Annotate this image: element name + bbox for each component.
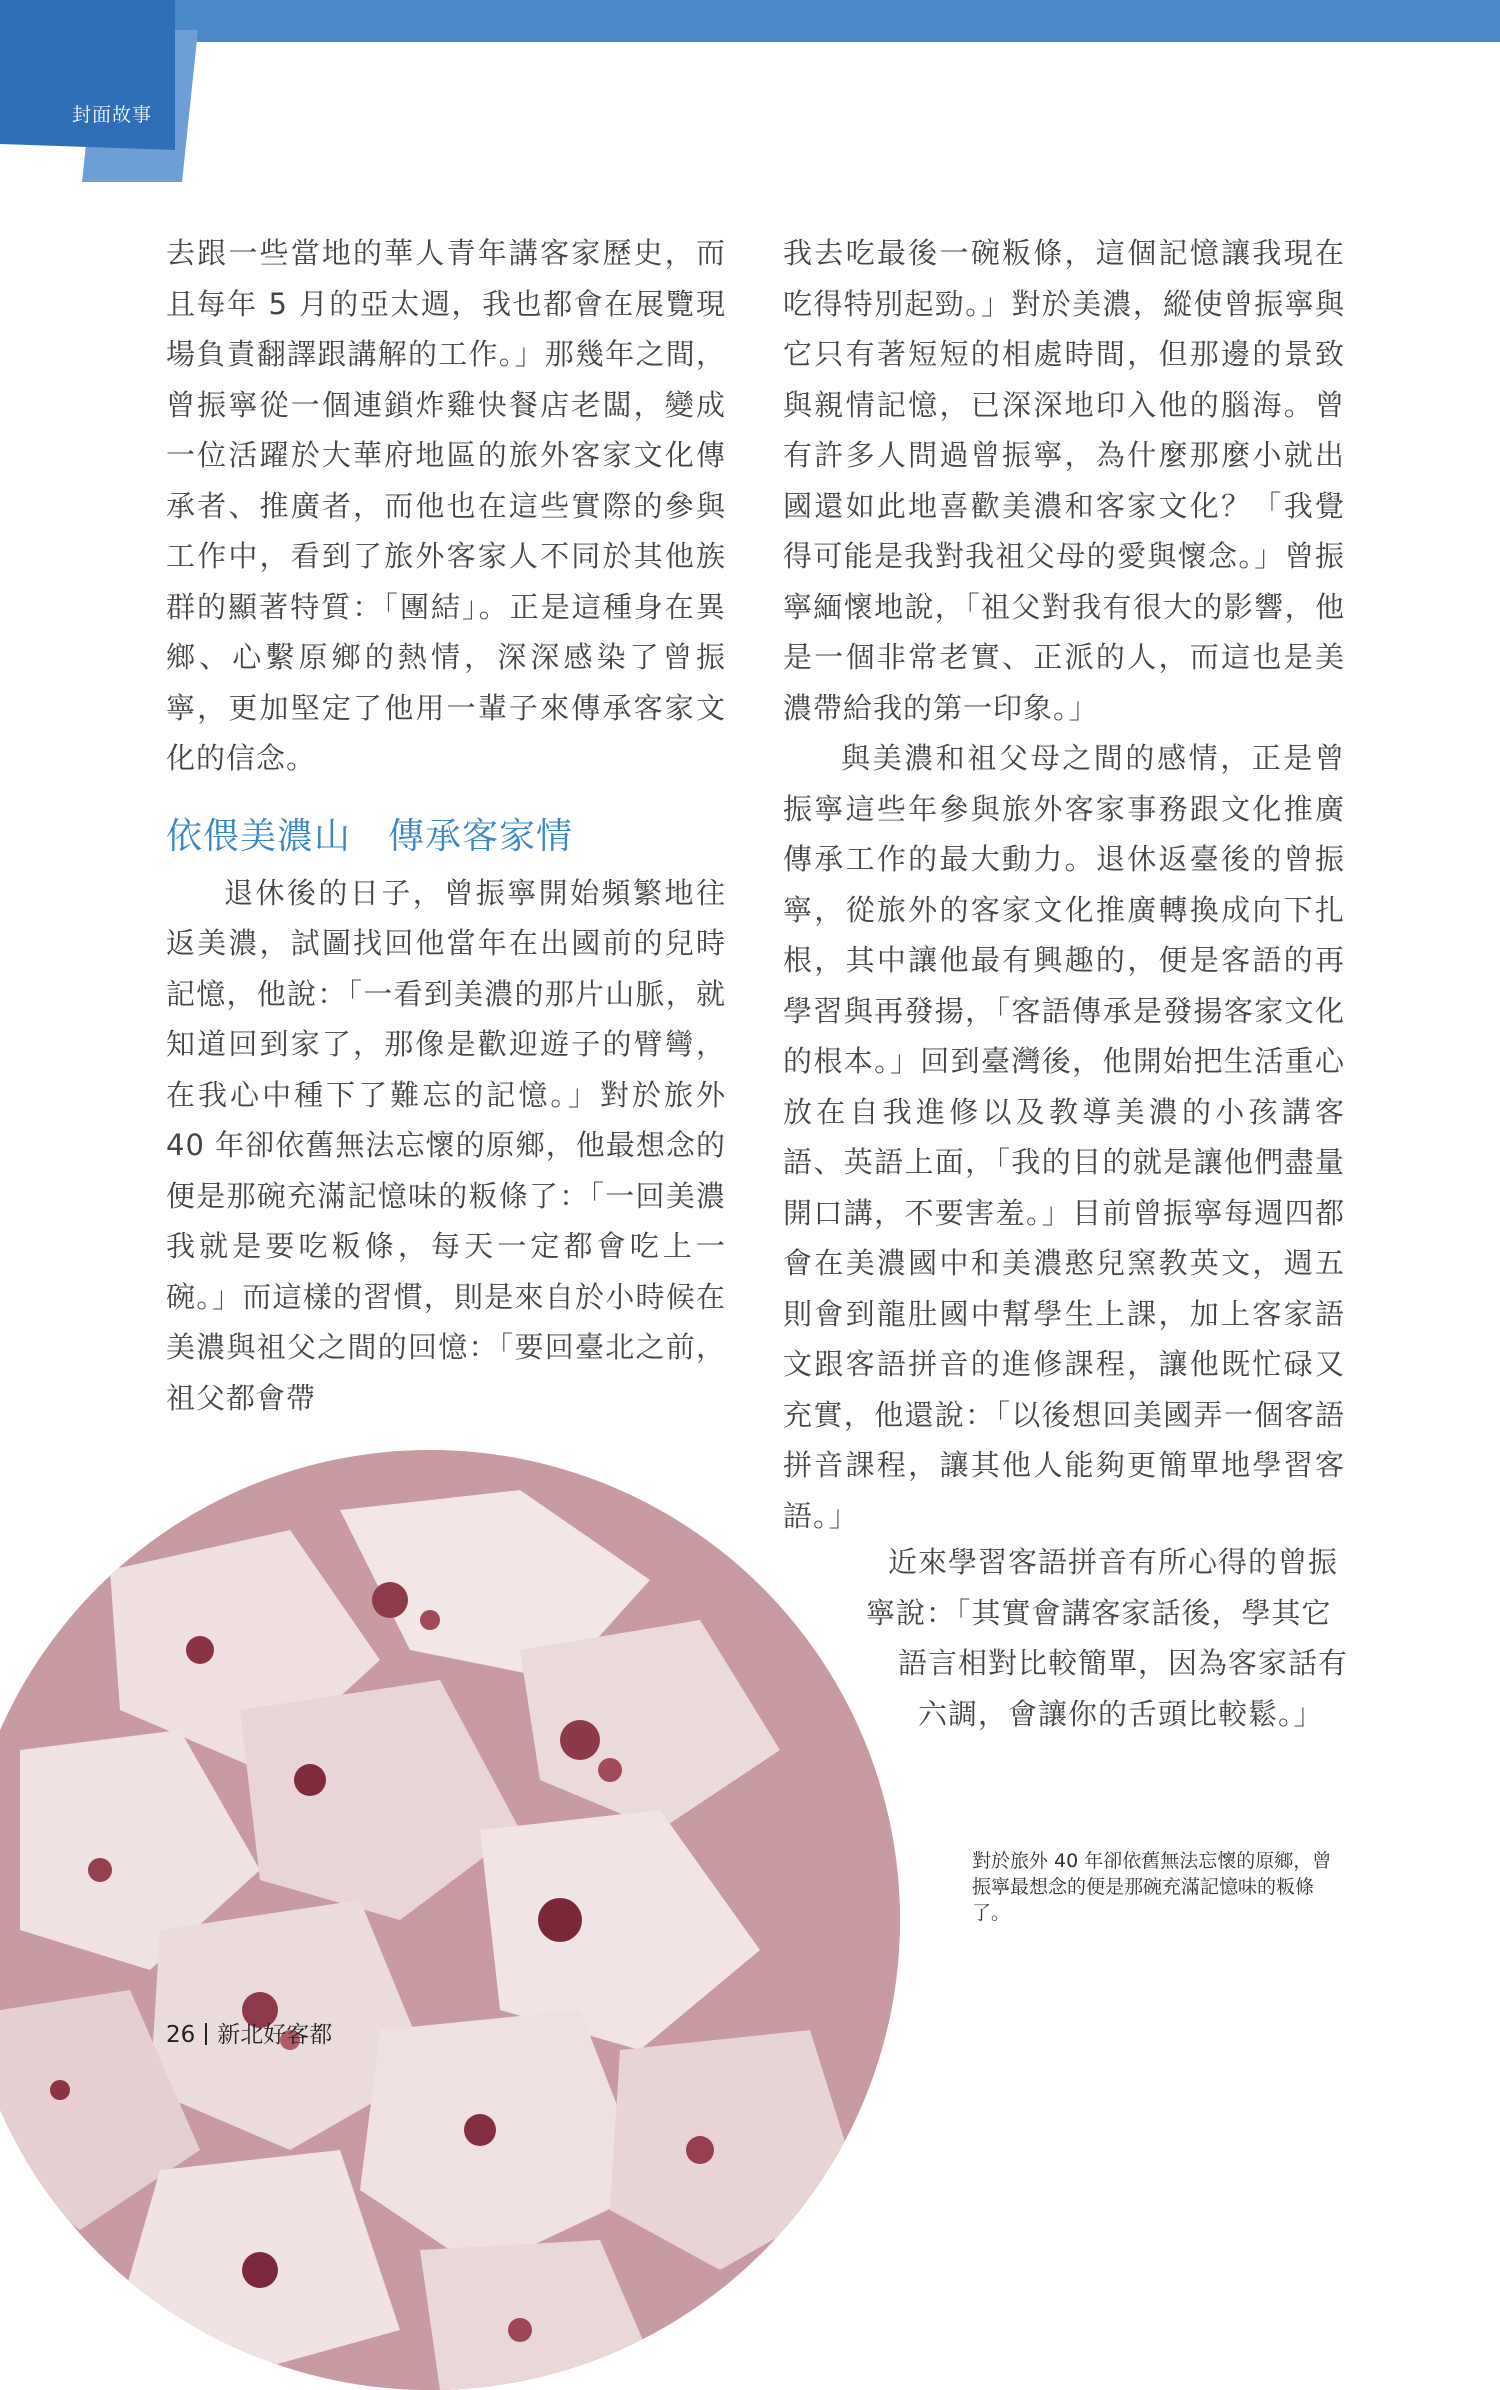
- photo-illustration: [0, 1450, 900, 2390]
- photo-caption: 對於旅外 40 年卻依舊無法忘懷的原鄉，曾振寧最想念的便是那碗充滿記憶味的粄條了。: [972, 1850, 1332, 1924]
- section-tab: [0, 0, 175, 150]
- footer-divider: [205, 2023, 207, 2045]
- section-heading: 依偎美濃山 傳承客家情: [166, 815, 574, 857]
- right-column: [783, 228, 1345, 1541]
- page-footer: [166, 2016, 332, 2049]
- quote-line-3: 語言相對比較簡單，因為客家話有: [898, 1646, 1349, 1680]
- right-paragraph-1: 我去吃最後一碗粄條，這個記憶讓我現在吃得特別起勁。」對於美濃，縱使曾振寧與它只有著短短的相處時間，但那邊的景致與親情記憶，已深深地印入他的腦海。曾有許多人問過曾振寧，為什麼那麼小就出國還如此地喜歡美濃和客家文化？「我覺得可能是我對我祖父母的愛與懷念。」曾振寧緬懷地說，「祖父對我有很大的影響，他是一個非常老實、正派的人，而這也是美濃帶給我的第一印象。」: [783, 236, 1345, 725]
- left-paragraph-2: 退休後的日子，曾振寧開始頻繁地往返美濃，試圖找回他當年在出國前的兒時記憶，他說：「一看到美濃的那片山脈，就知道回到家了，那像是歡迎遊子的臂彎，在我心中種下了難忘的記憶。」對於旅外 40 年卻依舊無法忘懷的原鄉，他最想念的便是那碗充滿記憶味的粄條了：「一回美濃我就是要吃粄條，每天一定都會吃上一碗。」而這樣的習慣，則是來自於小時候在美濃與祖父之間的回憶：「要回臺北之前，祖父都會帶: [166, 875, 726, 1415]
- magazine-name: 新北好客都: [217, 2022, 333, 2048]
- left-paragraph-1: 去跟一些當地的華人青年講客家歷史，而且每年 5 月的亞太週，我也都會在展覽現場負責翻譯跟講解的工作。」那幾年之間，曾振寧從一個連鎖炸雞快餐店老闆，變成一位活躍於大華府地區的旅外客家文化傳承者、推廣者，而他也在這些實際的參與工作中，看到了旅外客家人不同於其他族群的顯著特質：「團結」。正是這種身在異鄉、心繫原鄉的熱情，深深感染了曾振寧，更加堅定了他用一輩子來傳承客家文化的信念。: [166, 236, 726, 775]
- page-number: 26: [166, 2022, 196, 2048]
- top-banner-bar: [0, 0, 1500, 42]
- section-label: 封面故事: [72, 104, 153, 126]
- right-paragraph-2: 與美濃和祖父母之間的感情，正是曾振寧這些年參與旅外客家事務跟文化推廣傳承工作的最大動力。退休返臺後的曾振寧，從旅外的客家文化推廣轉換成向下扎根，其中讓他最有興趣的，便是客語的再學習與再發揚，「客語傳承是發揚客家文化的根本。」回到臺灣後，他開始把生活重心放在自我進修以及教導美濃的小孩講客語、英語上面，「我的目的就是讓他們盡量開口講，不要害羞。」目前曾振寧每週四都會在美濃國中和美濃憨兒窯教英文，週五則會到龍肚國中幫學生上課，加上客家語文跟客語拼音的進修課程，讓他既忙碌又充實，他還說：「以後想回美國弄一個客語拼音課程，讓其他人能夠更簡單地學習客語。」: [783, 741, 1345, 1533]
- quote-line-4: 六調，會讓你的舌頭比較鬆。」: [918, 1697, 1324, 1731]
- left-column: [166, 228, 726, 1423]
- quote-line-2: 寧說：「其實會講客家話後，學其它: [866, 1596, 1332, 1630]
- quote-line-1: 近來學習客語拼音有所心得的曾振: [888, 1545, 1339, 1579]
- pork-slices-photo: [0, 1450, 900, 2390]
